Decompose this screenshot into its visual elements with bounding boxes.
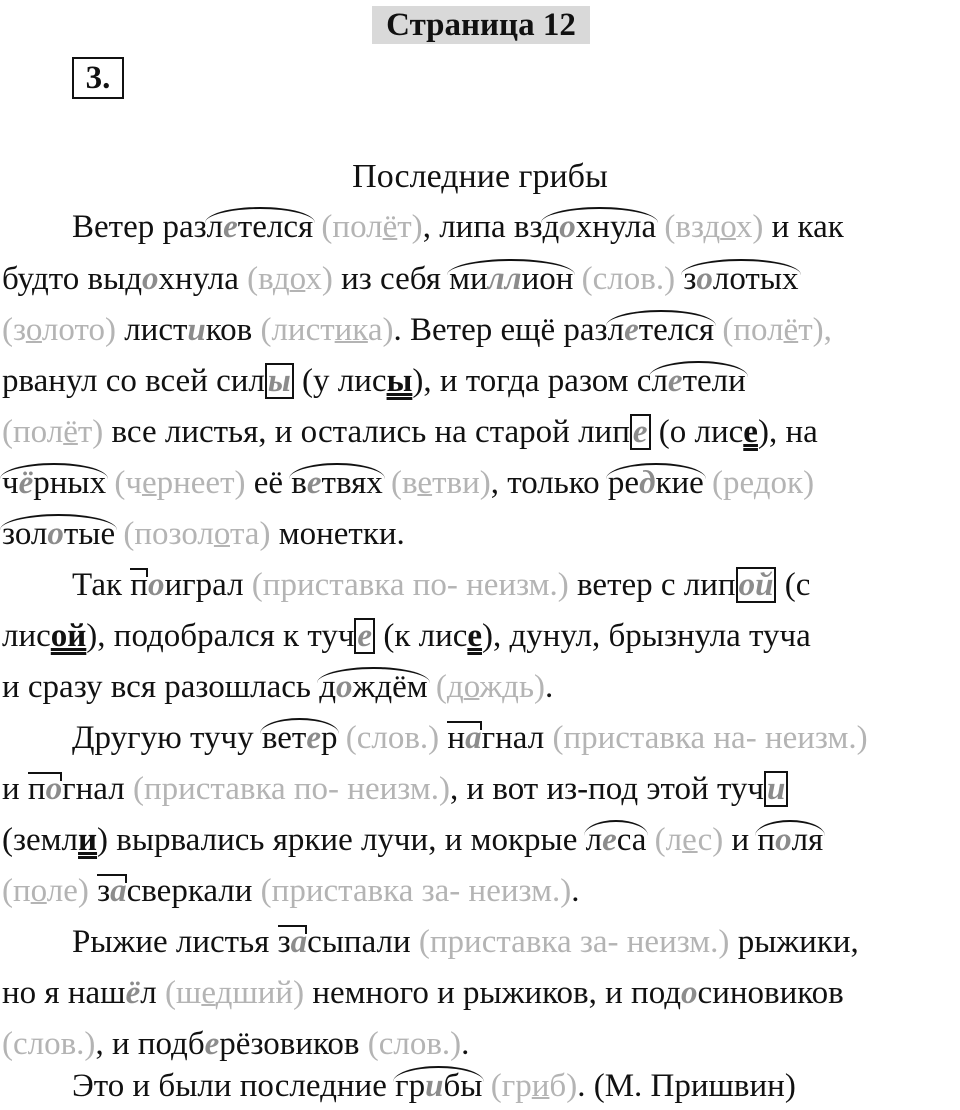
check-word: (дождь) [435, 669, 546, 705]
check-word: (поле) [2, 873, 89, 909]
dictionary-note: (слов.) [367, 1026, 462, 1062]
dictionary-note: (слов.) [345, 720, 440, 756]
root-arc: дождём [319, 665, 427, 709]
check-word: (ветви) [391, 465, 491, 501]
text-line: чёрных (чернеет) её ветвях (ветви), только редкие (редок) [2, 461, 814, 505]
text-line: Рыжие листья засыпали (приставка за- неизм.) рыжики, [72, 920, 859, 964]
task-number: 3. [72, 57, 124, 99]
text-line: Другую тучу ветер (слов.) нагнал (приставка на- неизм.) [72, 716, 868, 760]
root-arc: ветер [262, 716, 338, 760]
dictionary-note: (слов.) [2, 1026, 96, 1062]
text-line: золотые (позолота) монетки. [2, 512, 405, 556]
text-line: (золото) листиков (листика). Ветер ещё разлетелся (полёт), [2, 308, 832, 352]
check-word: (полёт) [321, 209, 423, 245]
check-word: (позолота) [123, 516, 271, 552]
check-word: (лес) [654, 822, 724, 858]
text-line: Это и были последние грибы (гриб). (М. Пришвин) [72, 1064, 796, 1108]
text-title: Последние грибы [352, 158, 608, 195]
check-word: (вздох) [664, 209, 764, 245]
check-word: (шедший) [164, 975, 305, 1011]
root-arc: грибы [395, 1064, 482, 1108]
page-label: Страница 12 [372, 6, 590, 44]
prefix-mark: за [278, 920, 308, 964]
text-line: (поле) засверкали (приставка за- неизм.). [2, 869, 579, 913]
prefix-mark: за [97, 869, 127, 913]
text-line: и погнал (приставка по- неизм.), и вот из-под этой тучи [2, 767, 788, 811]
root-arc: летелся [207, 205, 314, 249]
ending-box: е [630, 414, 651, 450]
ending-box: ой [736, 567, 777, 603]
root-arc: летели [651, 359, 745, 403]
root-arc: ветвях [291, 461, 383, 505]
root-arc: поля [757, 818, 823, 862]
root-arc: редкие [608, 461, 704, 505]
text-line: (полёт) все листья, и остались на старой липе (о лисе), на [2, 414, 818, 450]
text-line: Так поиграл (приставка по- неизм.) ветер с липой (с [72, 563, 810, 607]
text-line: Ветер разлетелся (полёт), липа вздохнула (вздох) и как [72, 205, 844, 249]
ending-box: е [354, 618, 375, 654]
check-word: (гриб) [490, 1068, 578, 1104]
prefix-mark: п [130, 563, 148, 607]
prefix-mark: на [447, 716, 481, 760]
root-arc: золотые [2, 512, 115, 556]
check-word: (редок) [712, 465, 815, 501]
prefix-note: (приставка за- неизм.) [260, 873, 572, 909]
check-word: (листика) [260, 312, 394, 348]
check-word: (чернеет) [114, 465, 246, 501]
text-line: рванул со всей силы (у лисы), и тогда разом слетели [2, 359, 746, 403]
ending-box: и [764, 771, 788, 807]
text-line: (слов.), и подберёзовиков (слов.). [2, 1026, 470, 1062]
prefix-note: (приставка по- неизм.) [251, 567, 569, 603]
ending-box: ы [265, 363, 294, 399]
text-line: лисой), подобрался к туче (к лисе), дунул, брызнула туча [2, 618, 811, 654]
prefix-note: (приставка за- неизм.) [418, 924, 730, 960]
check-word: (вдох) [247, 261, 333, 297]
dictionary-note: (слов.) [581, 261, 676, 297]
prefix-note: (приставка на- неизм.) [552, 720, 868, 756]
author: (М. Пришвин) [593, 1068, 796, 1104]
prefix-mark: по [28, 767, 62, 811]
root-arc: дохнула [543, 205, 657, 249]
check-word: (полёт) [2, 414, 104, 450]
text-line: но я нашёл (шедший) немного и рыжиков, и подосиновиков [2, 975, 844, 1011]
check-word: (полёт), [722, 312, 832, 348]
root-arc: летелся [608, 308, 715, 352]
root-arc: миллион [449, 257, 573, 301]
root-arc: золотых [683, 257, 798, 301]
text-line: (земли) вырвались яркие лучи, и мокрые леса (лес) и поля [2, 818, 823, 862]
text-line: будто выдохнула (вдох) из себя миллион (слов.) золотых [2, 257, 799, 301]
prefix-note: (приставка по- неизм.) [132, 771, 450, 807]
check-word: (золото) [2, 312, 116, 348]
text-line: и сразу вся разошлась дождём (дождь). [2, 665, 553, 709]
root-arc: леса [586, 818, 647, 862]
root-arc: чёрных [2, 461, 106, 505]
